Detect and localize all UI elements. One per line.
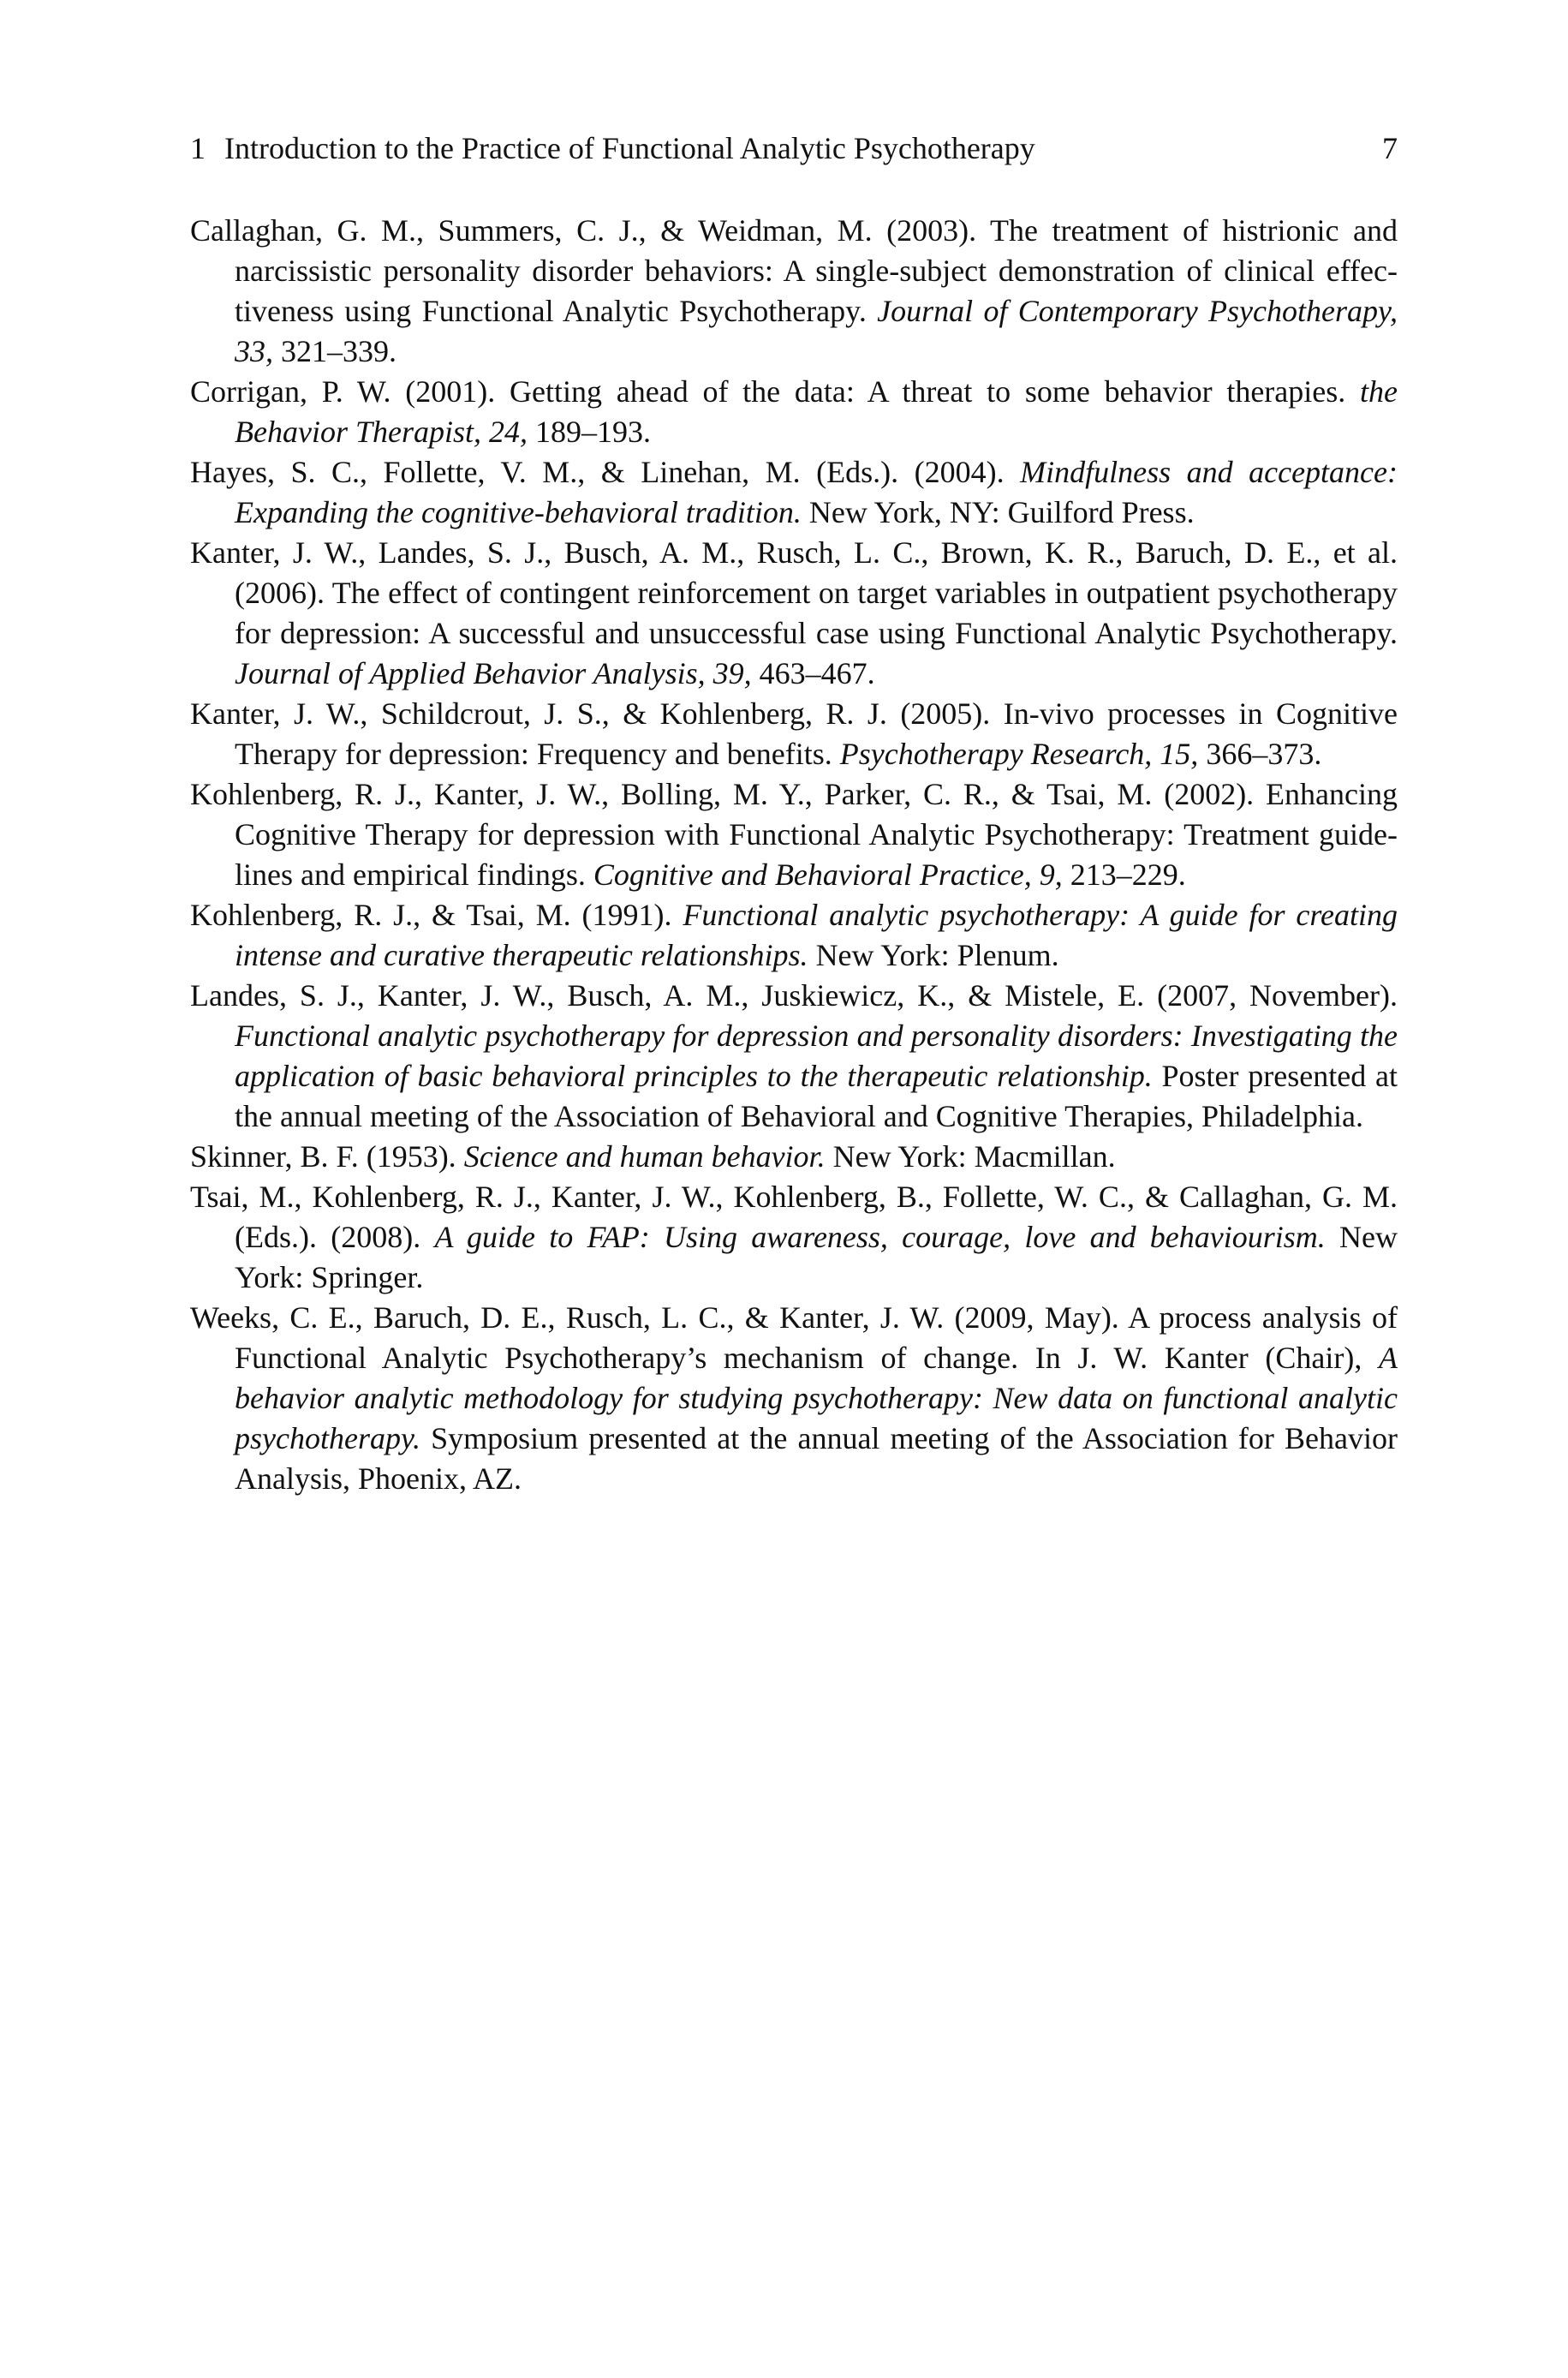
reference-text: Callaghan, G. M., Summers, C. J., & Weidman, M. (2003). The treatment of histrionic and narcissistic personality disorder behaviors: A single-subject demonstration of clinical effectiveness using Functional Analytic Psychotherapy. [190,213,1398,328]
reference-item [190,1177,1398,1298]
running-header [190,128,1398,168]
reference-title: the Behavior Therapist, 24, [235,374,1398,449]
reference-title: Functional analytic psychotherapy for depression and personality disorders: Investigating the application of basic behavioral principles to the therapeutic relationship. [235,1019,1398,1093]
reference-item [190,1137,1398,1177]
reference-text: Kohlenberg, R. J., Kanter, J. W., Bolling, M. Y., Parker, C. R., & Tsai, M. (2002). Enhancing Cognitive Therapy for depression with Functional Analytic Psychotherapy: Treatment guidelines and empirical findings. [190,777,1398,892]
reference-title: A guide to FAP: Using awareness, courage, love and behaviourism. [434,1220,1326,1254]
reference-text: Kohlenberg, R. J., & Tsai, M. (1991). [190,898,683,932]
reference-item [190,694,1398,774]
reference-list [190,211,1398,1499]
reference-text: Poster presented at the annual meeting of the Association of Behavioral and Cognitive Therapies, Philadelphia. [235,1059,1398,1133]
reference-text: Landes, S. J., Kanter, J. W., Busch, A. M., Juskiewicz, K., & Mistele, E. (2007, November). [190,978,1398,1013]
reference-text: Symposium presented at the annual meeting of the Association for Behavior Analysis, Phoenix, AZ. [235,1421,1398,1496]
reference-text: Weeks, C. E., Baruch, D. E., Rusch, L. C., & Kanter, J. W. (2009, May). A process analysis of Functional Analytic Psychotherapy’s mechanism of change. In J. W. Kanter (Chair), [190,1300,1398,1375]
reference-title: Cognitive and Behavioral Practice, 9, [593,857,1063,892]
reference-text: 213–229. [1062,857,1186,892]
reference-title: Science and human behavior. [463,1139,826,1174]
chapter-title: Introduction to the Practice of Functional Analytic Psychotherapy [224,131,1035,165]
reference-title: Journal of Applied Behavior Analysis, 39, [235,656,752,690]
reference-title: A behavior analytic methodology for studying psychotherapy: New data on functional analytic psychotherapy. [235,1341,1398,1455]
reference-item [190,895,1398,976]
reference-item [190,533,1398,694]
chapter-heading [190,128,1035,168]
reference-text: 321–339. [273,334,396,368]
reference-item [190,452,1398,533]
reference-text: New York, NY: Guilford Press. [801,495,1195,529]
reference-item [190,976,1398,1137]
reference-text: 463–467. [751,656,875,690]
reference-text: Hayes, S. C., Follette, V. M., & Linehan, M. (Eds.). (2004). [190,455,1021,489]
page-number: 7 [1382,131,1398,165]
reference-item [190,372,1398,452]
reference-text: New York: Springer. [235,1220,1398,1294]
reference-text: 189–193. [527,415,651,449]
reference-item [190,211,1398,372]
reference-title: Psychotherapy Research, 15, [839,737,1199,771]
reference-text: Kanter, J. W., Landes, S. J., Busch, A. M., Rusch, L. C., Brown, K. R., Baruch, D. E., et al. (2006). The effect of contingent reinforcement on target variables in outpatient psychotherapy for depression: A successful and unsuccessful case using Functional Analytic Psychotherapy. [190,535,1398,650]
reference-text: Kanter, J. W., Schildcrout, J. S., & Kohlenberg, R. J. (2005). In-vivo processes in Cognitive Therapy for depression: Frequency and benefits. [190,696,1398,771]
reference-title: Functional analytic psychotherapy: A guide for creating intense and curative therapeutic relationships. [235,898,1398,972]
reference-text: 366–373. [1198,737,1322,771]
reference-title: Journal of Contemporary Psychotherapy, 33, [235,294,1398,368]
reference-item [190,1298,1398,1499]
chapter-number: 1 [190,131,206,165]
reference-text: New York: Plenum. [808,938,1059,972]
reference-text: Tsai, M., Kohlenberg, R. J., Kanter, J. W., Kohlenberg, B., Follette, W. C., & Callaghan, G. M. (Eds.). (2008). [190,1180,1398,1254]
reference-item [190,774,1398,895]
reference-text: New York: Macmillan. [825,1139,1116,1174]
reference-text: Skinner, B. F. (1953). [190,1139,464,1174]
reference-text: Corrigan, P. W. (2001). Getting ahead of the data: A threat to some behavior therapies. [190,374,1361,409]
reference-title: Mindfulness and acceptance: Expanding the cognitive-behavioral tradition. [235,455,1398,529]
